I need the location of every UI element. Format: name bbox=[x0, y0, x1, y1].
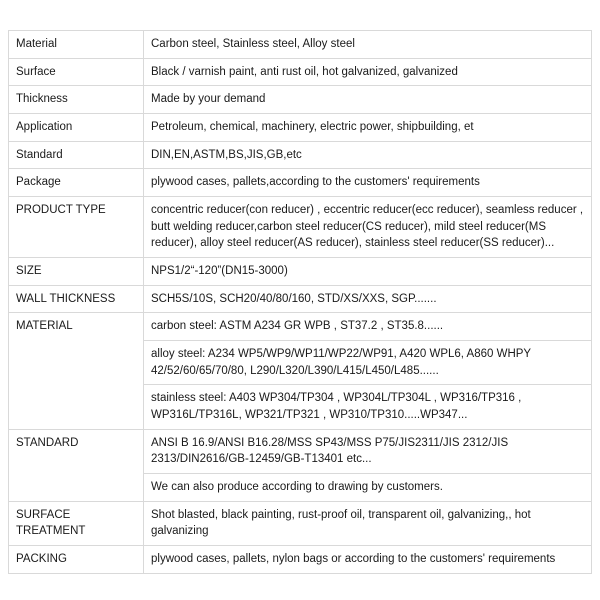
table-row bbox=[9, 501, 592, 545]
table-row bbox=[9, 31, 592, 59]
row-value-wall-thickness: SCH5S/10S, SCH20/40/80/160, STD/XS/XXS, SGP....... bbox=[144, 285, 592, 313]
row-value-surface: Black / varnish paint, anti rust oil, hot galvanized, galvanized bbox=[144, 58, 592, 86]
specification-table bbox=[8, 30, 592, 574]
row-label-surface-treatment: SURFACE TREATMENT bbox=[9, 501, 144, 545]
row-value-application: Petroleum, chemical, machinery, electric power, shipbuilding, et bbox=[144, 114, 592, 142]
row-label-product-type: PRODUCT TYPE bbox=[9, 197, 144, 258]
row-label-package: Package bbox=[9, 169, 144, 197]
row-value-thickness: Made by your demand bbox=[144, 86, 592, 114]
row-value-material-stainless: stainless steel: A403 WP304/TP304 , WP304L/TP304L , WP316/TP316 , WP316L/TP316L, WP321/TP321 , WP310/TP310.....WP347... bbox=[144, 385, 592, 429]
row-value-standard: DIN,EN,ASTM,BS,JIS,GB,etc bbox=[144, 141, 592, 169]
spec-table-body bbox=[9, 31, 592, 574]
row-label-standard: Standard bbox=[9, 141, 144, 169]
row-label-standard-detail: STANDARD bbox=[9, 429, 144, 501]
table-row bbox=[9, 313, 592, 341]
table-row bbox=[9, 197, 592, 258]
row-value-surface-treatment: Shot blasted, black painting, rust-proof oil, transparent oil, galvanizing,, hot galvanizing bbox=[144, 501, 592, 545]
row-label-packing: PACKING bbox=[9, 546, 144, 574]
row-label-application: Application bbox=[9, 114, 144, 142]
row-label-material: Material bbox=[9, 31, 144, 59]
row-value-material-carbon: carbon steel: ASTM A234 GR WPB , ST37.2 , ST35.8...... bbox=[144, 313, 592, 341]
row-value-size: NPS1/2“-120”(DN15-3000) bbox=[144, 258, 592, 286]
table-row bbox=[9, 114, 592, 142]
table-row bbox=[9, 169, 592, 197]
table-row bbox=[9, 58, 592, 86]
table-row bbox=[9, 86, 592, 114]
table-row bbox=[9, 141, 592, 169]
row-label-wall-thickness: WALL THICKNESS bbox=[9, 285, 144, 313]
table-row bbox=[9, 285, 592, 313]
table-row bbox=[9, 429, 592, 473]
row-label-thickness: Thickness bbox=[9, 86, 144, 114]
row-label-surface: Surface bbox=[9, 58, 144, 86]
row-value-material: Carbon steel, Stainless steel, Alloy steel bbox=[144, 31, 592, 59]
row-label-material-detail: MATERIAL bbox=[9, 313, 144, 429]
table-row bbox=[9, 546, 592, 574]
row-value-package: plywood cases, pallets,according to the customers' requirements bbox=[144, 169, 592, 197]
row-value-packing: plywood cases, pallets, nylon bags or according to the customers' requirements bbox=[144, 546, 592, 574]
row-label-size: SIZE bbox=[9, 258, 144, 286]
row-value-standard-list: ANSI B 16.9/ANSI B16.28/MSS SP43/MSS P75/JIS2311/JIS 2312/JIS 2313/DIN2616/GB-12459/GB-T13401 etc... bbox=[144, 429, 592, 473]
row-value-material-alloy: alloy steel: A234 WP5/WP9/WP11/WP22/WP91, A420 WPL6, A860 WHPY 42/52/60/65/70/80, L290/L320/L390/L415/L450/L485...... bbox=[144, 341, 592, 385]
table-row bbox=[9, 258, 592, 286]
row-value-standard-note: We can also produce according to drawing by customers. bbox=[144, 474, 592, 502]
row-value-product-type: concentric reducer(con reducer) , eccentric reducer(ecc reducer), seamless reducer , butt welding reducer,carbon steel reducer(CS reducer), mild steel reducer(MS reducer), alloy steel reducer(AS reducer), stainless steel reducer(SS reducer)... bbox=[144, 197, 592, 258]
